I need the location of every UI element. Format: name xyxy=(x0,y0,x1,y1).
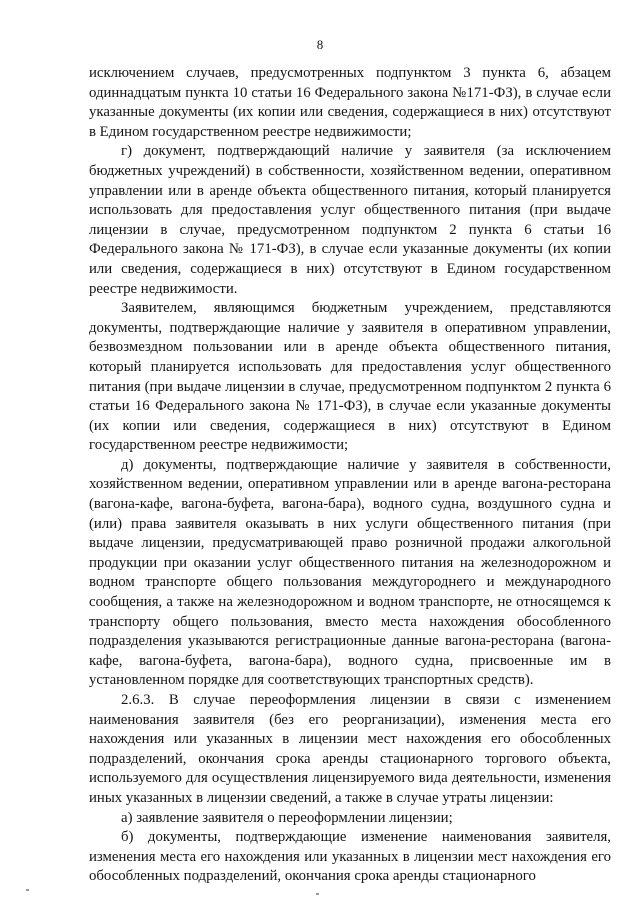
paragraph-section-2-6-3: 2.6.3. В случае переоформления лицензии в связи с изменением наименования заявителя (без его реорганизации), изменения места его нахождения или указанных в лицензии мест нахождения его обособленных подразделений, окончания срока аренды стационарного торгового объекта, используемого для осуществления лицензируемого вида деятельности, изменения иных указанных в лицензии сведений, а также в случае утраты лицензии: xyxy=(89,692,611,806)
scan-artifact-mark xyxy=(316,893,319,895)
paragraph-item-a: а) заявление заявителя о переоформлении лицензии; xyxy=(121,809,453,826)
paragraph-item-g: г) документ, подтверждающий наличие у заявителя (за исключением бюджетных учреждений) в собственности, хозяйственном ведении, оперативном управлении или в аренде объекта общественного питания, который планируется использовать для предоставления услуг общественного питания (при выдаче лицензии в случае, предусмотренном подпунктом 2 пункта 6 статьи 16 Федерального закона № 171-ФЗ), в случае если указанные документы (их копии или сведения, содержащиеся в них) отсутствуют в Едином государственном реестре недвижимости. xyxy=(89,143,611,297)
document-body xyxy=(89,64,611,887)
paragraph-item-d: д) документы, подтверждающие наличие у заявителя в собственности, хозяйственном ведении, оперативном управлении или в аренде вагона-ресторана (вагона-кафе, вагона-буфета, вагона-бара), водного судна, воздушного судна и (или) права заявителя оказывать в них услуги общественного питания (при выдаче лицензии, предусматривающей право розничной продажи алкогольной продукции при оказании услуг общественного питания на железнодорожном и водном транспорте общего пользования междугороднего и международного сообщения, а также на железнодорожном и водном транспорте, не относящемся к транспорту общего пользования, вместо места нахождения обособленного подразделения указываются регистрационные данные вагона-ресторана (вагона-кафе, вагона-буфета, вагона-бара), водного судна, присвоенные им в установленном порядке для соответствующих транспортных средств). xyxy=(89,456,611,689)
paragraph-item-b: б) документы, подтверждающие изменение наименования заявителя, изменения места его нахождения или указанных в лицензии мест нахождения его обособленных подразделений, окончания срока аренды стационарного xyxy=(89,829,611,885)
paragraph-budget-institution: Заявителем, являющимся бюджетным учреждением, представляются документы, подтверждающие наличие у заявителя в оперативном управлении, безвозмездном пользовании или в аренде объекта общественного питания, который планируется использовать для предоставления услуг общественного питания (при выдаче лицензии в случае, предусмотренном подпунктом 2 пункта 6 статьи 16 Федерального закона № 171-ФЗ), в случае если указанные документы (их копии или сведения, содержащиеся в них) отсутствуют в Едином государственном реестре недвижимости; xyxy=(89,300,611,454)
paragraph-continuation: исключением случаев, предусмотренных подпунктом 3 пункта 6, абзацем одиннадцатым пункта 10 статьи 16 Федерального закона №171-ФЗ), в случае если указанные документы (их копии или сведения, содержащиеся в них) отсутствуют в Едином государственном реестре недвижимости; xyxy=(89,65,611,140)
page-number: 8 xyxy=(316,37,324,52)
scan-artifact-mark xyxy=(26,889,29,891)
